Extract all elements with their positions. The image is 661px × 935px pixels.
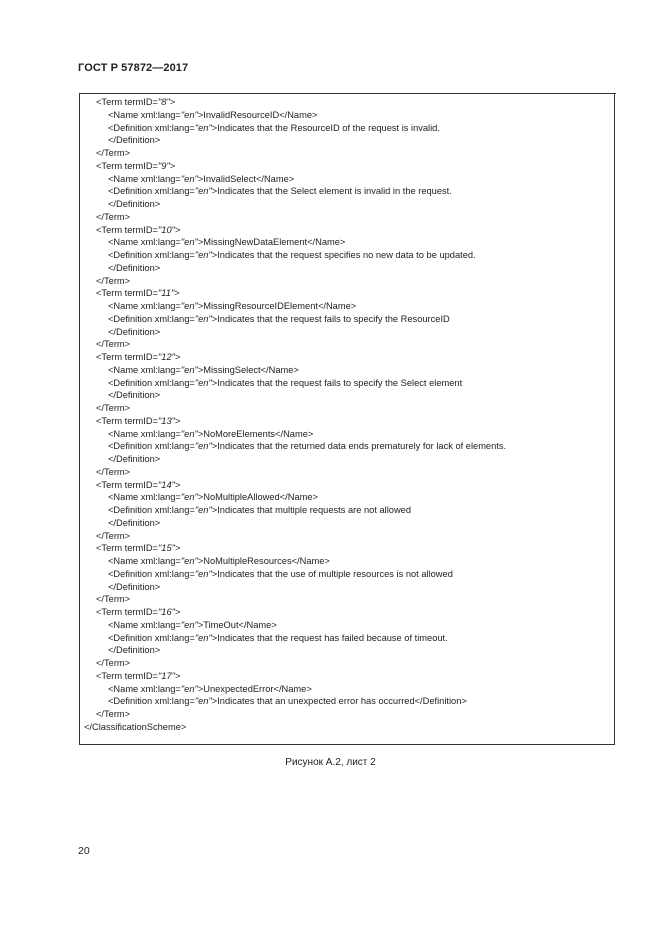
attribute-value: "16" (158, 607, 175, 617)
code-text: <Definition xml:lang= (108, 568, 195, 579)
code-text: </Term> (96, 275, 131, 286)
code-text: > (174, 670, 181, 681)
code-text: > (174, 352, 181, 362)
code-line (84, 593, 506, 606)
code-text: <Name xml:lang= (108, 364, 181, 375)
code-text: >UnexpectedError</Name> (197, 683, 312, 694)
code-text: </Term> (96, 466, 131, 477)
code-line (84, 249, 506, 262)
code-line (84, 96, 506, 109)
attribute-value: "en" (180, 492, 198, 503)
code-line (84, 568, 506, 581)
code-line (84, 657, 506, 670)
code-line (84, 491, 506, 504)
code-text: </Term> (96, 211, 131, 222)
code-text: </Definition> (108, 454, 161, 464)
code-text: <Term termID= (96, 607, 158, 617)
code-text: >Indicates that an unexpected error has occurred</Definition> (211, 696, 467, 707)
attribute-value: "en" (194, 313, 212, 324)
attribute-value: "12" (158, 352, 175, 362)
code-text: >MissingNewDataElement</Name> (197, 237, 346, 248)
attribute-value: "en" (180, 619, 198, 630)
code-line (84, 402, 506, 415)
code-text: </ClassificationScheme> (84, 721, 187, 732)
code-text: </Term> (96, 709, 131, 719)
code-line (84, 122, 506, 135)
attribute-value: "en" (180, 237, 198, 248)
attribute-value: "10" (158, 224, 175, 235)
code-text: </Definition> (108, 645, 161, 656)
attribute-value: "15" (158, 543, 175, 554)
code-text: >Indicates that the request fails to specify the ResourceID (211, 313, 450, 324)
figure-caption: Рисунок А.2, лист 2 (285, 757, 376, 768)
code-text: >Indicates that multiple requests are not allowed (211, 505, 412, 515)
code-text: <Name xml:lang= (108, 237, 181, 248)
attribute-value: "8" (158, 97, 170, 107)
code-text: > (174, 224, 181, 235)
attribute-value: "en" (180, 683, 198, 694)
code-line (84, 415, 506, 428)
attribute-value: "13" (158, 415, 175, 426)
code-line (84, 504, 506, 517)
code-line (84, 275, 506, 288)
code-line (84, 530, 506, 543)
code-text: <Definition xml:lang= (108, 632, 195, 643)
code-line (84, 517, 506, 530)
code-text: >TimeOut</Name> (197, 619, 277, 630)
code-line (84, 109, 506, 122)
code-text: > (169, 160, 176, 171)
code-text: </Term> (96, 594, 131, 605)
code-text: <Name xml:lang= (108, 619, 181, 630)
attribute-value: "en" (180, 109, 198, 120)
attribute-value: "en" (180, 428, 198, 439)
code-line (84, 364, 506, 377)
code-line (84, 313, 506, 326)
code-line (84, 287, 506, 300)
code-line (84, 300, 506, 313)
code-line (84, 644, 506, 657)
code-line (84, 389, 506, 402)
attribute-value: "en" (194, 250, 212, 260)
code-text: <Term termID= (96, 479, 158, 490)
attribute-value: "en" (194, 632, 212, 643)
code-line (84, 479, 506, 492)
document-header: ГОСТ Р 57872—2017 (78, 62, 189, 74)
code-text: <Definition xml:lang= (108, 377, 195, 388)
code-line (84, 606, 506, 619)
code-line (84, 351, 506, 364)
code-line (84, 338, 506, 351)
code-text: >Indicates that the request specifies no new data to be updated. (211, 250, 476, 260)
code-text: <Term termID= (96, 543, 158, 554)
code-line (84, 440, 506, 453)
code-text: > (174, 288, 180, 299)
code-line (84, 632, 506, 645)
code-line (84, 198, 506, 211)
code-line (84, 466, 506, 479)
attribute-value: "9" (158, 160, 170, 171)
code-line (84, 708, 506, 721)
code-text: </Term> (96, 658, 131, 668)
code-line (84, 721, 506, 734)
code-text: > (174, 479, 181, 490)
code-line (84, 211, 506, 224)
code-line (84, 581, 506, 594)
code-line (84, 428, 506, 441)
code-text: </Term> (96, 403, 131, 413)
attribute-value: "11" (158, 288, 175, 299)
attribute-value: "en" (194, 568, 212, 579)
attribute-value: "en" (180, 173, 198, 184)
code-text: > (169, 97, 176, 107)
code-line (84, 555, 506, 568)
code-line (84, 377, 506, 390)
code-line (84, 173, 506, 186)
attribute-value: "en" (194, 186, 212, 197)
code-line (84, 147, 506, 160)
code-text: <Definition xml:lang= (108, 122, 195, 133)
attribute-value: "en" (194, 505, 212, 515)
code-text: > (174, 543, 181, 554)
code-text: <Name xml:lang= (108, 301, 181, 311)
code-line (84, 236, 506, 249)
attribute-value: "en" (194, 122, 212, 133)
code-line (84, 695, 506, 708)
code-text: </Definition> (108, 390, 161, 401)
attribute-value: "17" (158, 670, 175, 681)
code-text: <Name xml:lang= (108, 428, 181, 439)
code-line (84, 160, 506, 173)
code-line (84, 185, 506, 198)
code-text: </Definition> (108, 135, 161, 146)
code-line (84, 262, 506, 275)
attribute-value: "en" (194, 441, 212, 452)
code-line (84, 542, 506, 555)
code-text: <Term termID= (96, 352, 158, 362)
code-text: <Term termID= (96, 160, 158, 171)
code-text: </Term> (96, 148, 131, 158)
code-text: <Term termID= (96, 97, 158, 107)
code-text: > (174, 415, 181, 426)
code-text: >Indicates that the request fails to specify the Select element (211, 377, 463, 388)
code-text: >NoMoreElements</Name> (197, 428, 314, 439)
code-line (84, 134, 506, 147)
attribute-value: "en" (194, 696, 212, 707)
code-text: >InvalidResourceID</Name> (197, 109, 318, 120)
code-text: <Definition xml:lang= (108, 505, 195, 515)
code-text: >NoMultipleAllowed</Name> (197, 492, 318, 503)
code-text: <Term termID= (96, 415, 158, 426)
code-line (84, 453, 506, 466)
code-text: >MissingSelect</Name> (197, 364, 299, 375)
code-text: <Definition xml:lang= (108, 441, 195, 452)
attribute-value: "en" (180, 364, 198, 375)
attribute-value: "en" (180, 556, 198, 566)
code-text: <Term termID= (96, 224, 158, 235)
code-line (84, 326, 506, 339)
code-text: >Indicates that the returned data ends prematurely for lack of elements. (211, 441, 507, 452)
code-text: </Definition> (108, 517, 161, 528)
code-text: <Name xml:lang= (108, 683, 181, 694)
code-text: </Definition> (108, 326, 161, 337)
code-text: >NoMultipleResources</Name> (197, 556, 330, 566)
code-text: </Term> (96, 339, 131, 350)
code-text: <Name xml:lang= (108, 173, 181, 184)
code-text: <Name xml:lang= (108, 556, 181, 566)
code-text: <Term termID= (96, 288, 158, 299)
code-text: </Definition> (108, 581, 161, 592)
code-text: >Indicates that the use of multiple resources is not allowed (211, 568, 453, 579)
code-text: <Definition xml:lang= (108, 186, 195, 197)
attribute-value: "en" (194, 377, 212, 388)
code-line (84, 619, 506, 632)
code-text: </Definition> (108, 262, 161, 273)
code-text: >MissingResourceIDElement</Name> (197, 301, 357, 311)
page-number: 20 (78, 845, 90, 857)
code-text: >Indicates that the Select element is invalid in the request. (211, 186, 452, 197)
code-text: <Name xml:lang= (108, 492, 181, 503)
code-listing (84, 96, 506, 734)
code-text: <Term termID= (96, 670, 158, 681)
code-text: </Term> (96, 530, 131, 541)
code-line (84, 670, 506, 683)
frame-top-extension (79, 93, 616, 94)
code-text: <Name xml:lang= (108, 109, 181, 120)
code-text: </Definition> (108, 199, 161, 209)
code-line (84, 224, 506, 237)
attribute-value: "en" (180, 301, 198, 311)
code-text: <Definition xml:lang= (108, 250, 195, 260)
code-text: >Indicates that the ResourceID of the request is invalid. (211, 122, 440, 133)
code-text: >InvalidSelect</Name> (197, 173, 295, 184)
code-text: <Definition xml:lang= (108, 696, 195, 707)
code-text: >Indicates that the request has failed because of timeout. (211, 632, 448, 643)
code-text: <Definition xml:lang= (108, 313, 195, 324)
attribute-value: "14" (158, 479, 175, 490)
code-text: > (174, 607, 181, 617)
code-line (84, 683, 506, 696)
